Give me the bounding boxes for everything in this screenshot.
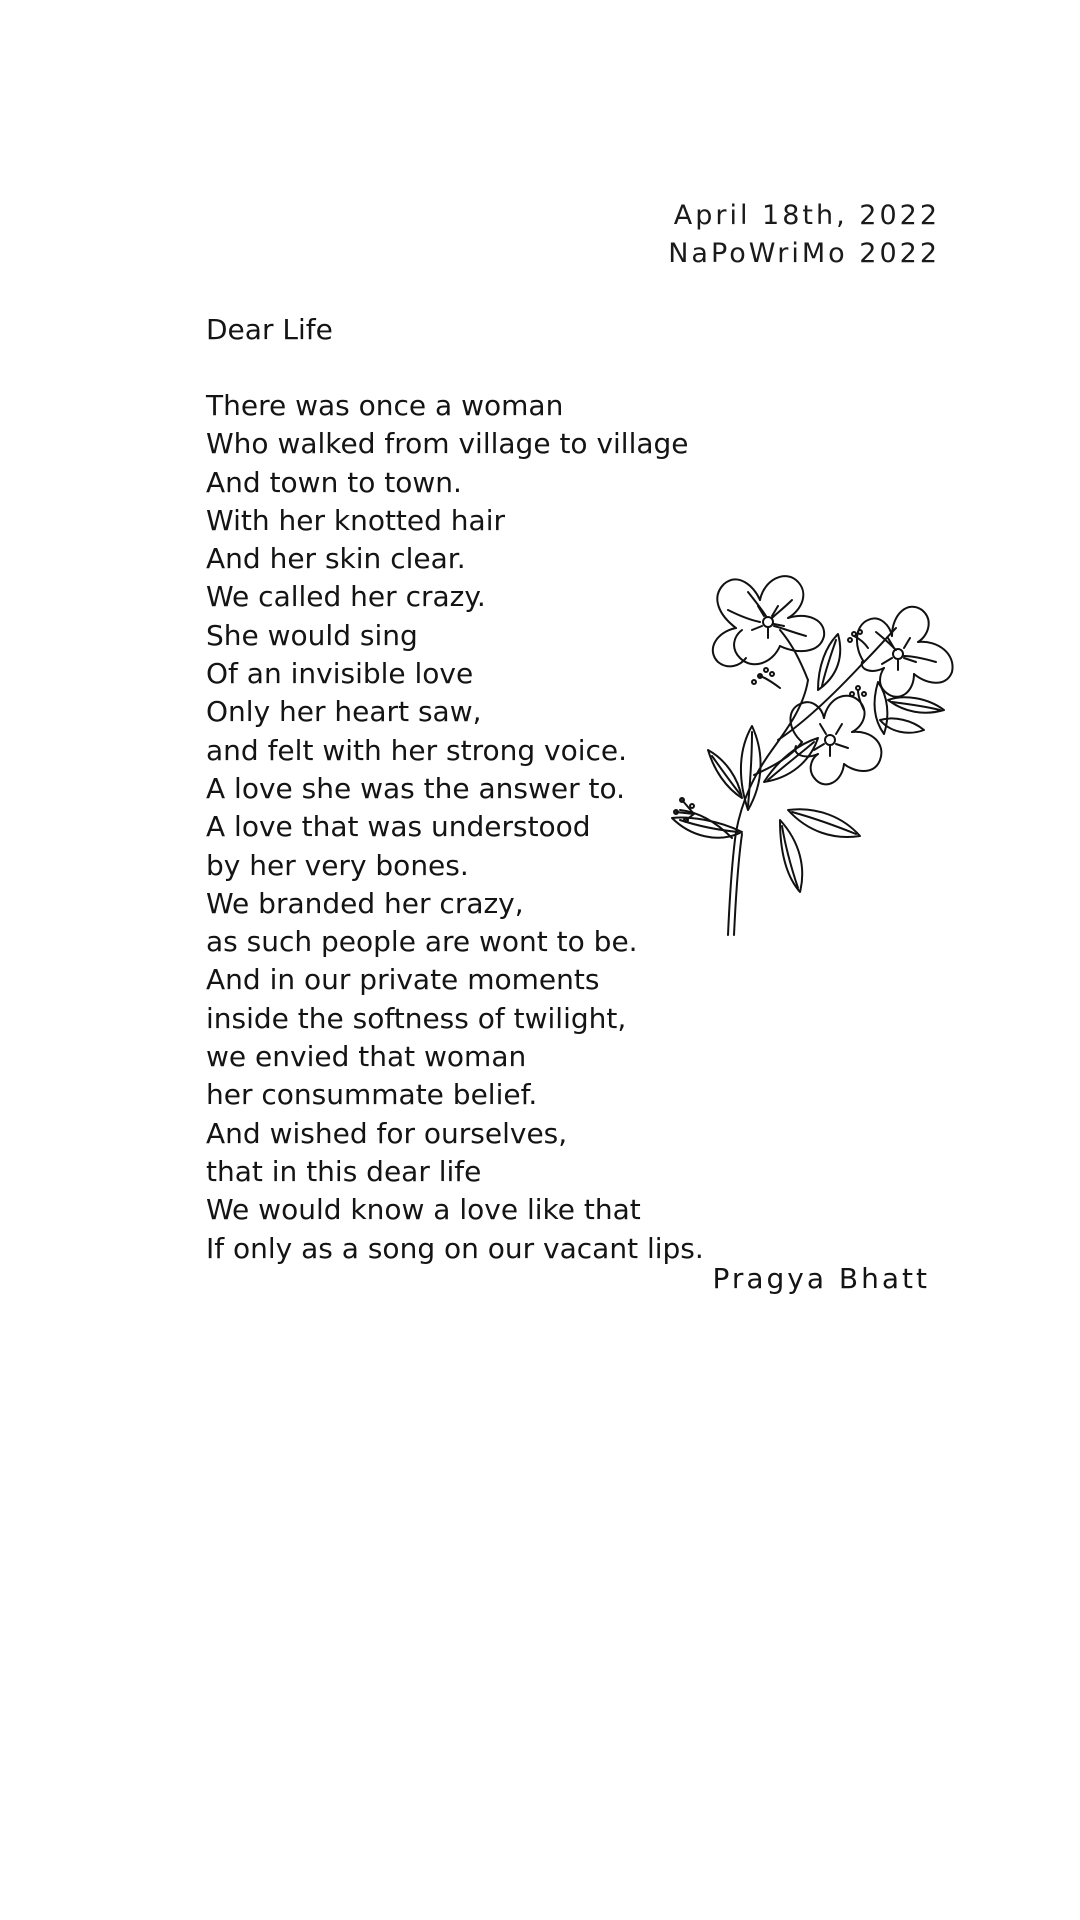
poem-body xyxy=(206,387,704,1268)
poem-line: And town to town. xyxy=(206,465,462,499)
poem-line: We would know a love like that xyxy=(206,1193,641,1227)
poem-line: A love she was the answer to. xyxy=(206,771,626,805)
poem-line: If only as a song on our vacant lips. xyxy=(206,1231,704,1265)
poem-title: Dear Life xyxy=(206,313,333,346)
poem-line: And her skin clear. xyxy=(206,542,466,576)
poem-line: her consummate belief. xyxy=(206,1078,538,1112)
poem-header xyxy=(668,197,940,273)
poem-line: There was once a woman xyxy=(206,389,564,422)
poem-line: We called her crazy. xyxy=(206,580,486,614)
poem-line: by her very bones. xyxy=(206,848,469,882)
poem-line: that in this dear life xyxy=(206,1154,482,1188)
poem-line: we envied that woman xyxy=(206,1040,527,1074)
author-signature: Pragya Bhatt xyxy=(712,1262,930,1295)
poem-line: Of an invisible love xyxy=(206,657,474,691)
poem-line: A love that was understood xyxy=(206,810,591,844)
poem-line: inside the softness of twilight, xyxy=(206,1001,627,1035)
poem-line: Who walked from village to village xyxy=(206,427,689,461)
poem-line: We branded her crazy, xyxy=(206,886,524,920)
poem-line: as such people are wont to be. xyxy=(206,925,638,959)
poem-line: Only her heart saw, xyxy=(206,695,482,729)
poem-date: April 18th, 2022 xyxy=(673,200,940,231)
poem-line: And in our private moments xyxy=(206,963,600,997)
poem-line: She would sing xyxy=(206,618,418,652)
poem-line: And wished for ourselves, xyxy=(206,1116,568,1150)
event-label: NaPoWriMo 2022 xyxy=(668,238,940,269)
flower-sketch-icon xyxy=(668,570,960,940)
poem-line: and felt with her strong voice. xyxy=(206,733,628,767)
poem-line: With her knotted hair xyxy=(206,503,506,537)
